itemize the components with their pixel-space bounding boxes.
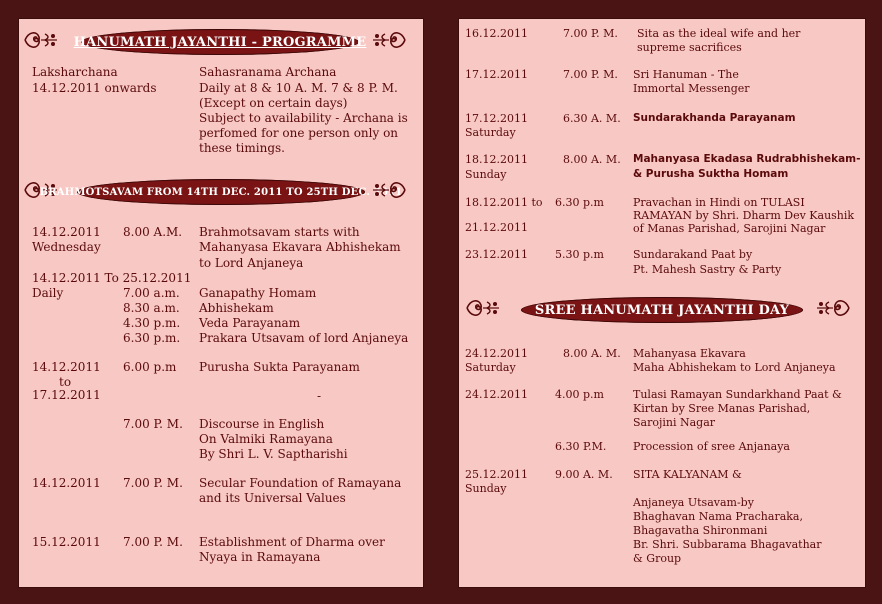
daily-desc: Ganapathy Homam — [199, 286, 317, 300]
daily-time: 7.00 a.m. — [123, 286, 180, 300]
left-ornament-icon — [23, 29, 59, 51]
event-time: 7.00 P. M. — [123, 417, 183, 431]
right-ornament-icon — [815, 297, 851, 319]
event-time: 7.00 P. M. — [563, 68, 618, 81]
event-desc: Sundarakand Paat by — [633, 248, 753, 261]
event-desc: SITA KALYANAM & — [633, 468, 742, 481]
event-desc: Sundarakhanda Parayanam — [633, 112, 796, 124]
event-time: 6.00 p.m — [123, 360, 177, 374]
event-desc: Secular Foundation of Ramayana — [199, 476, 402, 490]
event-desc: Sita as the ideal wife and her — [637, 27, 801, 40]
event-time: 9.00 A. M. — [555, 468, 613, 481]
event-time: 8.00 A.M. — [123, 225, 183, 239]
event-desc: On Valmiki Ramayana — [199, 432, 333, 446]
event-desc: Establishment of Dharma over — [199, 535, 385, 549]
event-date: 14.12.2011 — [32, 476, 101, 490]
right-ornament-icon — [371, 179, 407, 201]
event-desc: Tulasi Ramayan Sundarkhand Paat & — [633, 388, 842, 401]
event-desc: Mahanyasa Ekavara — [633, 347, 746, 360]
brahmotsavam-banner-text: BRAHMOTSAVAM FROM 14TH DEC. 2011 TO 25TH DEC. 2011 — [39, 186, 403, 198]
event-date: 17.12.2011 — [465, 112, 528, 125]
event-date: 14.12.2011 — [32, 360, 101, 374]
event-desc: Sarojini Nagar — [633, 416, 716, 429]
event-desc: Mahanyasa Ekadasa Rudrabhishekam- — [633, 153, 861, 165]
event-time: 7.00 P. M. — [123, 535, 183, 549]
event-date: 17.12.2011 — [32, 388, 101, 402]
daily-label: Daily — [32, 286, 64, 300]
event-desc: Mahanyasa Ekavara Abhishekam — [199, 240, 401, 254]
daily-time: 8.30 a.m. — [123, 301, 180, 315]
event-time: 4.00 p.m — [555, 388, 604, 401]
event-desc: Kirtan by Sree Manas Parishad, — [633, 402, 811, 415]
event-to: to — [59, 375, 72, 389]
event-desc: supreme sacrifices — [637, 41, 742, 54]
event-desc: to Lord Anjaneya — [199, 256, 304, 270]
event-desc: Purusha Sukta Parayanam — [199, 360, 360, 374]
event-date: 14.12.2011 — [32, 225, 101, 239]
event-desc: and its Universal Values — [199, 491, 346, 505]
event-time: 6.30 P.M. — [555, 440, 607, 453]
event-day: Sunday — [465, 482, 507, 495]
event-time: 8.00 A. M. — [563, 347, 621, 360]
brahmotsavam-banner — [39, 179, 403, 205]
event-desc: Br. Shri. Subbarama Bhagavathar — [633, 538, 822, 551]
event-date: 25.12.2011 — [465, 468, 528, 481]
jayanthi-day-banner — [521, 297, 803, 323]
event-desc: Brahmotsavam starts with — [199, 225, 360, 239]
left-ornament-icon — [465, 297, 501, 319]
event-time: 7.00 P. M. — [563, 27, 618, 40]
laksharchana-line: Sahasranama Archana — [199, 65, 337, 79]
event-desc: & Purusha Suktha Homam — [633, 168, 789, 180]
event-time: 6.30 A. M. — [563, 112, 621, 125]
event-desc: Maha Abhishekam to Lord Anjaneya — [633, 361, 836, 374]
event-desc: Immortal Messenger — [633, 82, 750, 95]
event-desc: & Group — [633, 552, 682, 565]
right-panel — [458, 18, 866, 588]
event-desc: Sri Hanuman - The — [633, 68, 739, 81]
jayanthi-day-banner-text: SREE HANUMATH JAYANTHI DAY — [534, 302, 790, 318]
event-desc: of Manas Parishad, Sarojini Nagar — [633, 222, 826, 235]
laksharchana-line: (Except on certain days) — [199, 96, 348, 110]
daily-desc: Prakara Utsavam of lord Anjaneya — [199, 331, 409, 345]
event-day: Saturday — [465, 361, 516, 374]
event-desc: Pt. Mahesh Sastry & Party — [633, 263, 782, 276]
event-day: Saturday — [465, 126, 516, 139]
laksharchana-label: Laksharchana — [32, 65, 118, 79]
laksharchana-line: perfomed for one person only on — [199, 126, 399, 140]
daily-desc: Veda Parayanam — [199, 316, 301, 330]
event-desc: Procession of sree Anjanaya — [633, 440, 790, 453]
daily-desc: Abhishekam — [199, 301, 274, 315]
event-date: 16.12.2011 — [465, 27, 528, 40]
programme-banner — [73, 29, 367, 55]
event-desc: RAMAYAN by Shri. Dharm Dev Kaushik — [633, 209, 855, 222]
daily-time: 6.30 p.m. — [123, 331, 181, 345]
event-time: 6.30 p.m — [555, 196, 604, 209]
event-date: 18.12.2011 — [465, 153, 528, 166]
event-desc: Bhagavatha Shironmani — [633, 524, 768, 537]
right-ornament-icon — [371, 29, 407, 51]
laksharchana-date: 14.12.2011 onwards — [32, 81, 157, 95]
left-panel — [18, 18, 424, 588]
event-date: 23.12.2011 — [465, 248, 528, 261]
laksharchana-line: Daily at 8 & 10 A. M. 7 & 8 P. M. — [199, 81, 398, 95]
event-desc: By Shri L. V. Saptharishi — [199, 447, 348, 461]
event-desc: Pravachan in Hindi on TULASI — [633, 196, 805, 209]
daily-range: 14.12.2011 To 25.12.2011 — [32, 271, 192, 285]
event-date: 15.12.2011 — [32, 535, 101, 549]
event-date: 17.12.2011 — [465, 68, 528, 81]
event-desc: Bhaghavan Nama Pracharaka, — [633, 510, 803, 523]
laksharchana-line: these timings. — [199, 141, 285, 155]
event-date: 24.12.2011 — [465, 388, 528, 401]
event-desc: Nyaya in Ramayana — [199, 550, 321, 564]
event-date: 24.12.2011 — [465, 347, 528, 360]
event-day: Wednesday — [32, 240, 101, 254]
event-day: Sunday — [465, 168, 507, 181]
event-dash: - — [317, 389, 322, 403]
laksharchana-line: Subject to availability - Archana is — [199, 111, 408, 125]
daily-time: 4.30 p.m. — [123, 316, 181, 330]
event-time: 5.30 p.m — [555, 248, 604, 261]
programme-banner-text: HANUMATH JAYANTHI - PROGRAMME — [73, 34, 367, 50]
event-time: 7.00 P. M. — [123, 476, 183, 490]
event-desc: Anjaneya Utsavam-by — [633, 496, 754, 509]
event-desc: Discourse in English — [199, 417, 325, 431]
event-date: 21.12.2011 — [465, 221, 528, 234]
event-date: 18.12.2011 to — [465, 196, 543, 209]
event-time: 8.00 A. M. — [563, 153, 621, 166]
